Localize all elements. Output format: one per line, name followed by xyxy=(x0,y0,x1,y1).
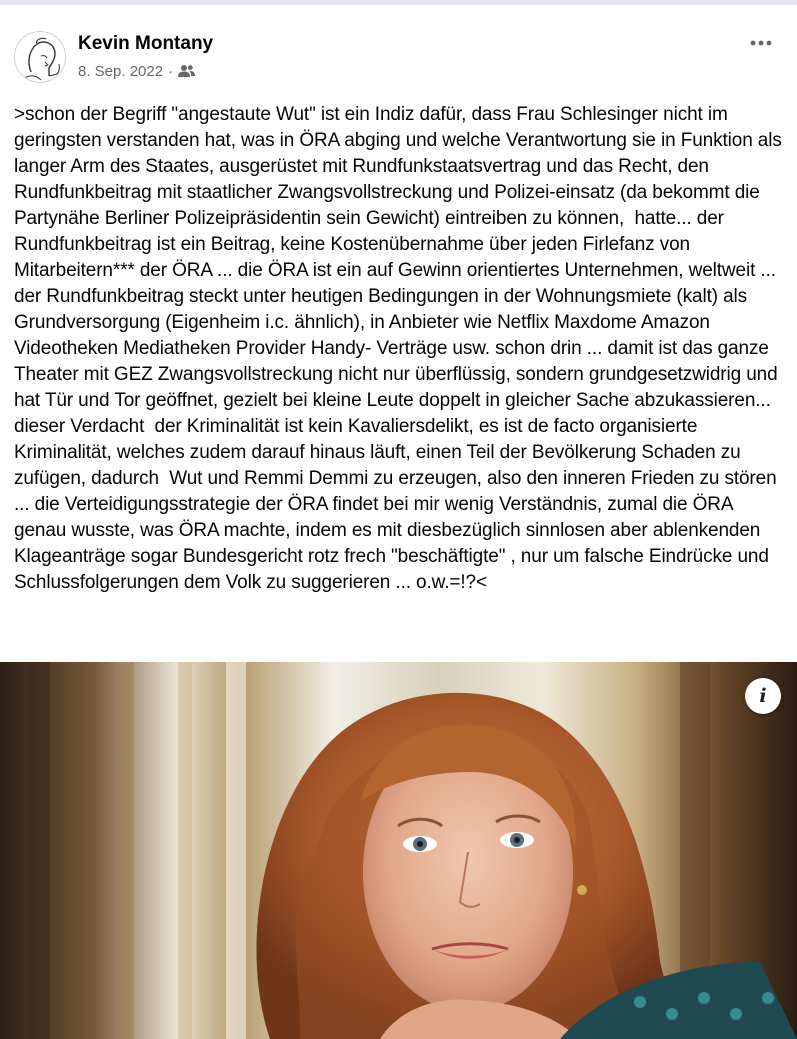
more-options-icon xyxy=(750,40,772,46)
meta-separator: · xyxy=(168,62,174,80)
post-body-text: >schon der Begriff "angestaute Wut" ist ein Indiz dafür, dass Frau Schlesinger nicht im geringsten verstanden hat, was in ÖRA abging und welche Verantwortung sie in Funktion als langer Arm des Staates, ausgerüstet mit Rundfunkstaatsvertrag und das Recht, den Rundfunkbeitrag mit staatlicher Zwangsvollstreckung und Polizei-einsatz (da bekommt die Partynähe Berliner Polizeipräsidentin sein Gewicht) eintreiben zu können, hatte... der Rundfunkbeitrag ist ein Beitrag, keine Kostenübernahme über jeden Firlefanz von Mitarbeitern*** der ÖRA ... die ÖRA ist ein auf Gewinn orientiertes Unternehmen, weltweit ... der Rundfunkbeitrag steckt unter heutigen Bedingungen in der Wohnungsmiete (kalt) als Grundversorgung (Eigenheim i.c. ähnlich), in Anbieter wie Netflix Maxdome Amazon Videotheken Mediatheken Provider Handy- Verträge usw. schon drin ... damit ist das ganze Theater mit GEZ Zwangsvollstreckung nicht nur überflüssig, sondern grundgesetzwidrig und hat Tür und Tor geöffnet, gezielt bei kleine Leute doppelt in gleicher Sache abzukassieren... dieser Verdacht der Kriminalität ist kein Kavaliersdelikt, es ist de facto organisierte Kriminalität, welches zudem darauf hinaus läuft, einen Teil der Bevölkerung Schaden zu zufügen, dadurch Wut und Remmi Demmi zu erzeugen, also den inneren Frieden zu stören ... die Verteidigungsstrategie der ÖRA findet bei mir wenig Verständnis, zumal die ÖRA genau wusste, was ÖRA machte, indem es mit diesbezüglich sinnlosen aber ablenkenden Klageanträge sogar Bundesgericht rotz frech "beschäftigte" , nur um falsche Eindrücke und Schlussfolgerungen dem Volk zu suggerieren ... o.w.=!?< xyxy=(14,104,787,593)
more-options-button[interactable] xyxy=(741,27,781,59)
info-button[interactable] xyxy=(745,678,781,714)
post-photo[interactable] xyxy=(0,662,797,1039)
woman-portrait-image xyxy=(0,662,797,1039)
avatar[interactable] xyxy=(14,31,66,83)
info-icon: i xyxy=(759,685,767,707)
post-date[interactable]: 8. Sep. 2022 xyxy=(78,62,164,80)
avatar-sketch-icon xyxy=(15,32,66,83)
post-header xyxy=(0,5,797,90)
post-meta xyxy=(78,61,195,81)
friends-icon[interactable] xyxy=(178,64,195,78)
author-name[interactable]: Kevin Montany xyxy=(78,33,214,54)
